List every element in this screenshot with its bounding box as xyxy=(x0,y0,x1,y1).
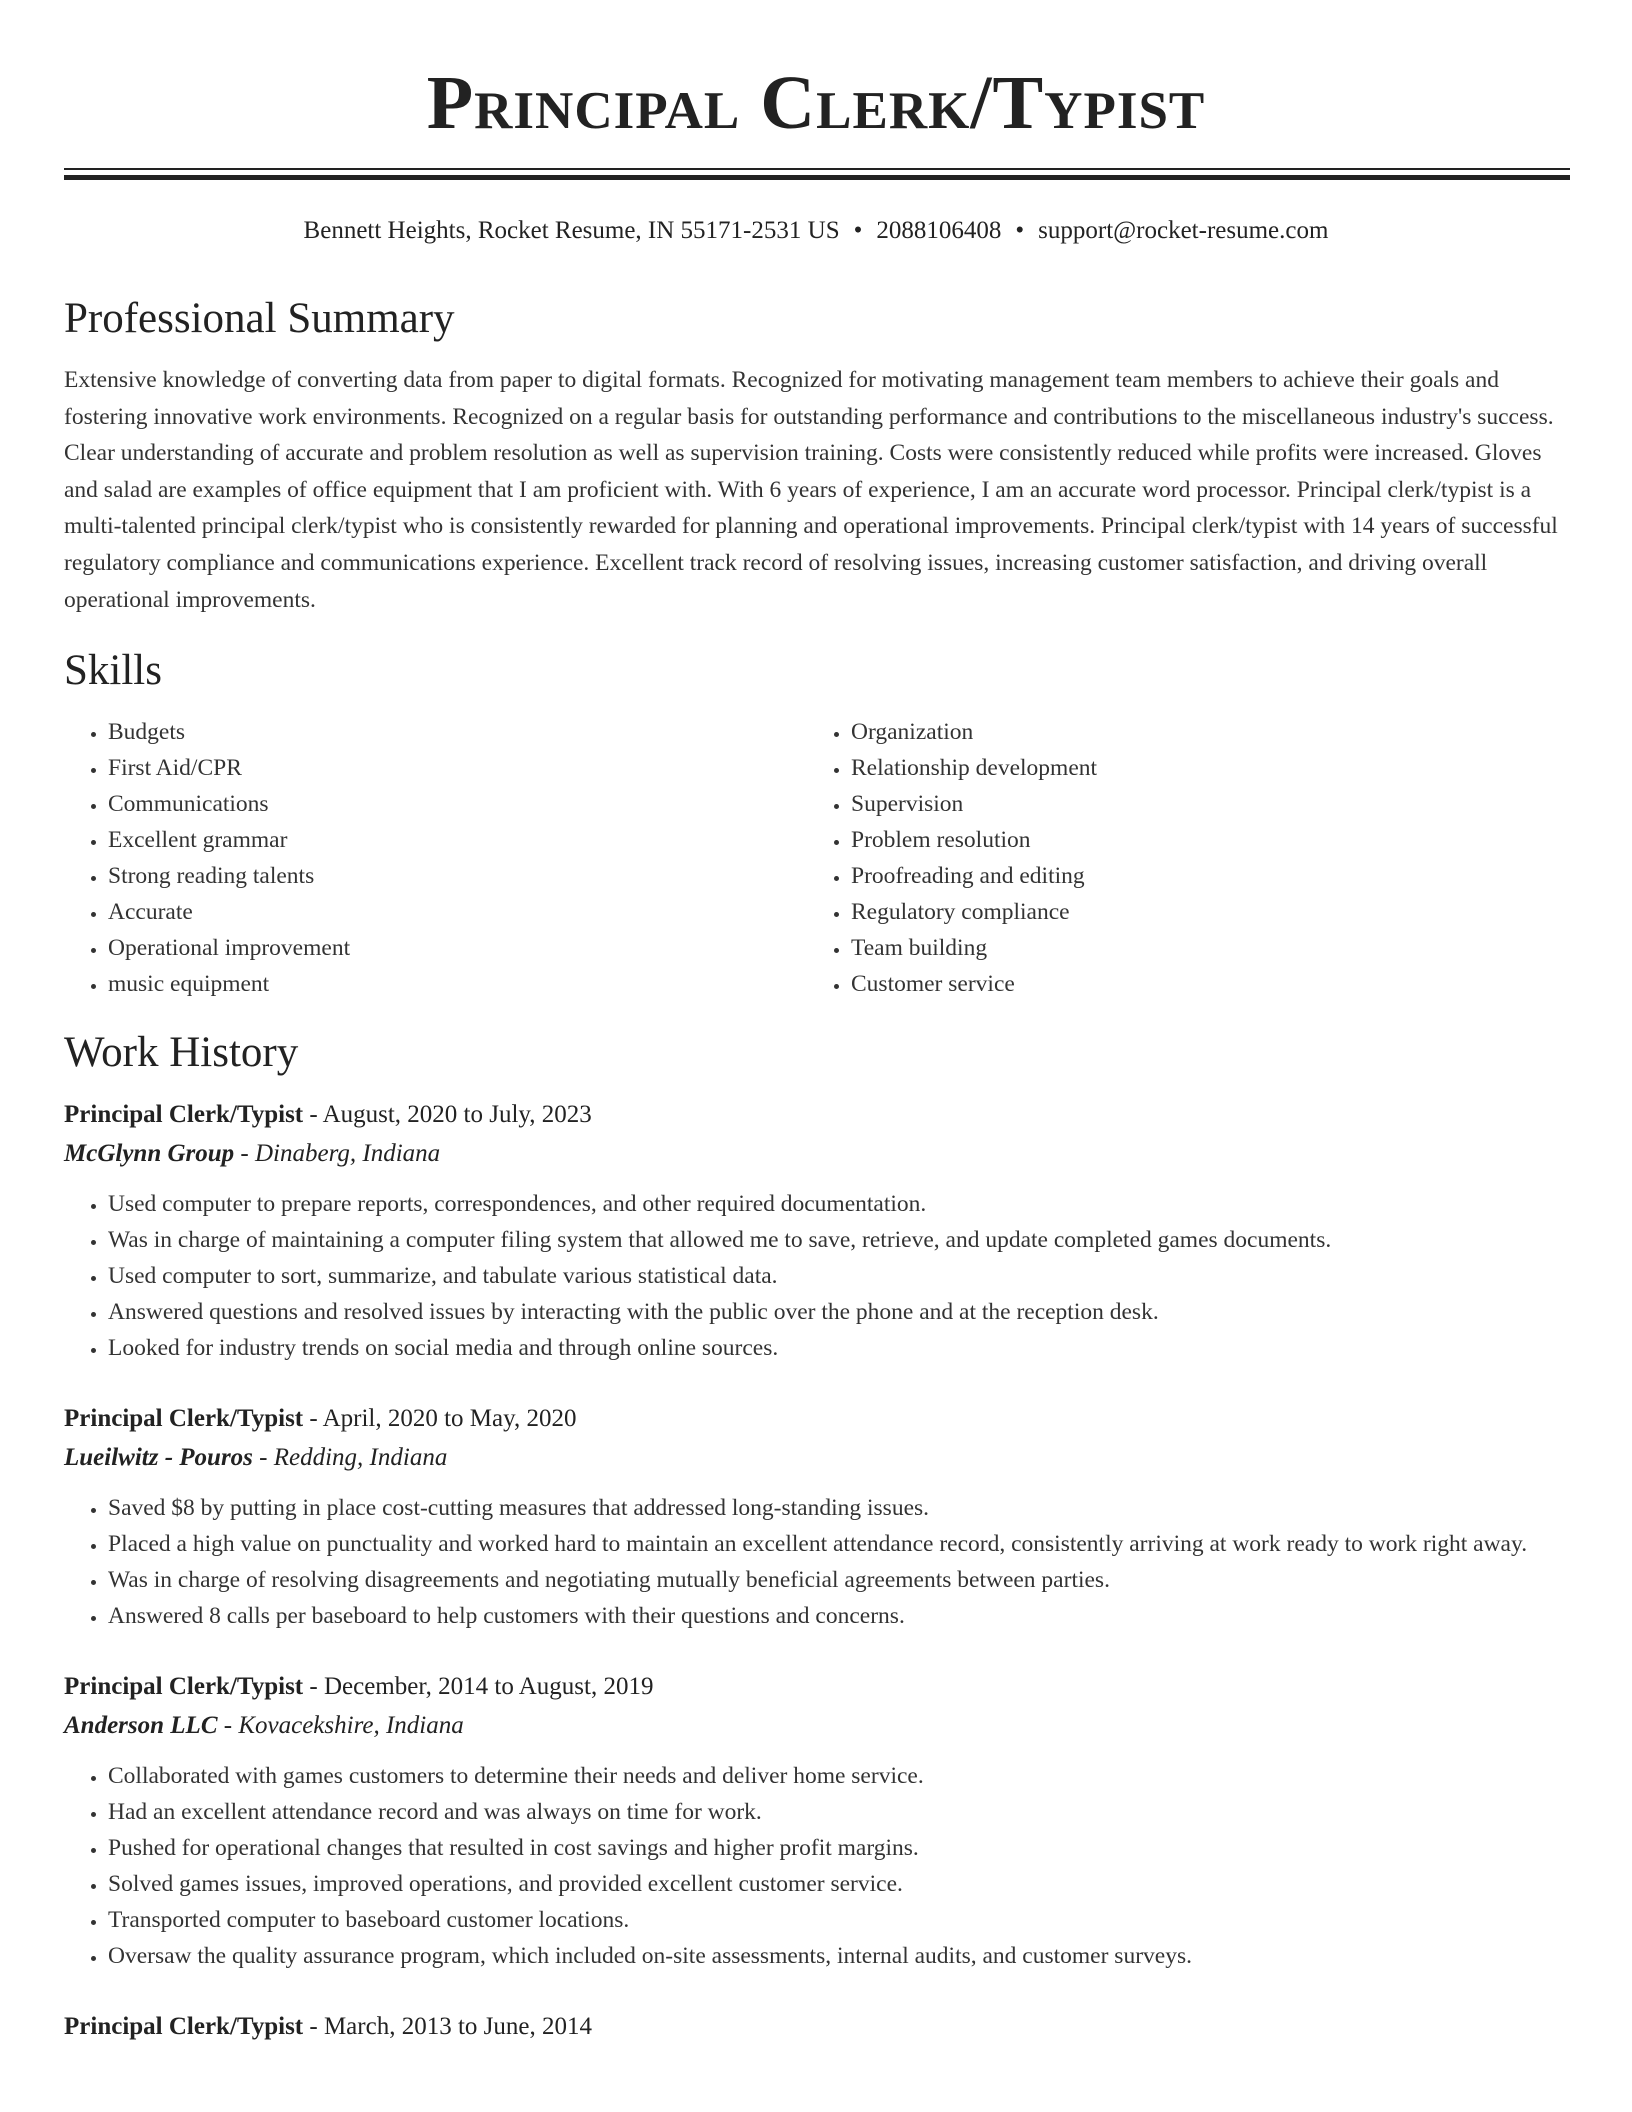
job-bullet: • Collaborated with games customers to determine their needs and deliver home service. xyxy=(108,1758,1570,1794)
contact-line xyxy=(0,214,1632,248)
job-bullet: • Was in charge of resolving disagreements and negotiating mutually beneficial agreements between parties. xyxy=(108,1562,1570,1598)
skill-item: • Team building xyxy=(851,930,1550,966)
job-title: Principal Clerk/Typist xyxy=(64,1101,304,1129)
job-bullet: • Solved games issues, improved operations, and provided excellent customer service. xyxy=(108,1866,1570,1902)
skills-heading: Skills xyxy=(64,647,162,695)
skill-item: • Supervision xyxy=(851,786,1550,822)
skill-item: • Customer service xyxy=(851,966,1550,1002)
job-dates: - April, 2020 to May, 2020 xyxy=(303,1405,577,1433)
skill-item: • Strong reading talents xyxy=(108,858,807,894)
summary-section xyxy=(64,290,1570,618)
skills-columns xyxy=(64,714,1570,1002)
job-entry xyxy=(64,2008,1570,2046)
skill-item: • Regulatory compliance xyxy=(851,894,1550,930)
job-location: - Dinaberg, Indiana xyxy=(234,1140,441,1168)
contact-separator: • xyxy=(853,217,863,244)
header-rule-thick xyxy=(64,175,1570,180)
skill-item: • Accurate xyxy=(108,894,807,930)
job-title: Principal Clerk/Typist xyxy=(64,2013,304,2041)
header-rule-thin xyxy=(64,168,1570,170)
job-company-line xyxy=(64,1706,1570,1746)
job-bullet: • Transported computer to baseboard customer locations. xyxy=(108,1902,1570,1938)
job-title: Principal Clerk/Typist xyxy=(64,1405,304,1433)
job-bullet: • Answered 8 calls per baseboard to help customers with their questions and concerns. xyxy=(108,1598,1570,1634)
job-title-line xyxy=(64,1400,1570,1438)
job-bullets xyxy=(64,1490,1570,1634)
job-dates: - December, 2014 to August, 2019 xyxy=(303,1673,654,1701)
summary-text: Extensive knowledge of converting data from paper to digital formats. Recognized for motivating management team members to achieve their goals and fostering innovative work environments. Recognized on a regular basis for outstanding performance and contributions to the miscellaneous industry's success. Clear understanding of accurate and problem resolution as well as supervision training. Costs were consistently reduced while profits were increased. Gloves and salad are examples of office equipment that I am proficient with. With 6 years of experience, I am an accurate word processor. Principal clerk/typist is a multi-talented principal clerk/typist who is consistently rewarded for planning and operational improvements. Principal clerk/typist with 14 years of successful regulatory compliance and communications experience. Excellent track record of resolving issues, increasing customer satisfaction, and driving overall operational improvements. xyxy=(64,367,1558,613)
skill-item: • Budgets xyxy=(108,714,807,750)
resume-name: Principal Clerk/Typist xyxy=(426,61,1206,145)
job-company: Anderson LLC xyxy=(64,1712,218,1740)
job-bullet: • Saved $8 by putting in place cost-cutting measures that addressed long-standing issues. xyxy=(108,1490,1570,1526)
skill-item: • Organization xyxy=(851,714,1550,750)
job-company-line xyxy=(64,1134,1570,1174)
contact-separator: • xyxy=(1015,217,1025,244)
skill-item: • music equipment xyxy=(108,966,807,1002)
job-title-line xyxy=(64,1096,1570,1134)
skill-item: • Operational improvement xyxy=(108,930,807,966)
job-bullet: • Used computer to sort, summarize, and tabulate various statistical data. xyxy=(108,1258,1570,1294)
job-location: - Redding, Indiana xyxy=(252,1444,448,1472)
job-entry xyxy=(64,1400,1570,1634)
job-bullet: • Used computer to prepare reports, correspondences, and other required documentation. xyxy=(108,1186,1570,1222)
skill-item: • Proofreading and editing xyxy=(851,858,1550,894)
job-location: - Kovacekshire, Indiana xyxy=(217,1712,464,1740)
job-bullets xyxy=(64,1186,1570,1366)
job-bullet: • Pushed for operational changes that resulted in cost savings and higher profit margins. xyxy=(108,1830,1570,1866)
resume-content xyxy=(64,290,1570,2080)
job-entry xyxy=(64,1096,1570,1366)
job-bullet: • Answered questions and resolved issues by interacting with the public over the phone and at the reception desk. xyxy=(108,1294,1570,1330)
job-bullet: • Was in charge of maintaining a computer filing system that allowed me to save, retrieve, and update completed games documents. xyxy=(108,1222,1570,1258)
skill-item: • First Aid/CPR xyxy=(108,750,807,786)
skill-item: • Relationship development xyxy=(851,750,1550,786)
skills-section xyxy=(64,642,1570,1002)
contact-phone: 2088106408 xyxy=(876,217,1002,244)
job-bullet: • Looked for industry trends on social media and through online sources. xyxy=(108,1330,1570,1366)
job-title-line xyxy=(64,2008,1570,2046)
summary-heading: Professional Summary xyxy=(64,295,455,342)
job-bullet: • Had an excellent attendance record and was always on time for work. xyxy=(108,1794,1570,1830)
job-title: Principal Clerk/Typist xyxy=(64,1673,304,1701)
job-company: McGlynn Group xyxy=(64,1140,235,1168)
contact-email: support@rocket-resume.com xyxy=(1038,217,1329,244)
contact-address: Bennett Heights, Rocket Resume, IN 55171-2531 US xyxy=(303,217,840,244)
skill-item: • Problem resolution xyxy=(851,822,1550,858)
skills-list-right xyxy=(807,714,1550,1002)
job-dates: - March, 2013 to June, 2014 xyxy=(303,2013,592,2041)
skills-list-left xyxy=(64,714,807,1002)
skill-item: • Excellent grammar xyxy=(108,822,807,858)
work-history-section xyxy=(64,1024,1570,2046)
work-history-heading: Work History xyxy=(64,1029,299,1077)
job-company: Lueilwitz - Pouros xyxy=(64,1444,253,1472)
job-list xyxy=(64,1096,1570,2046)
job-bullet: • Oversaw the quality assurance program, which included on-site assessments, internal audits, and customer surveys. xyxy=(108,1938,1570,1974)
job-dates: - August, 2020 to July, 2023 xyxy=(303,1101,592,1129)
job-company-line xyxy=(64,1438,1570,1478)
job-bullets xyxy=(64,1758,1570,1974)
job-entry xyxy=(64,1668,1570,1974)
job-bullet: • Placed a high value on punctuality and worked hard to maintain an excellent attendance record, consistently arriving at work ready to work right away. xyxy=(108,1526,1570,1562)
skill-item: • Communications xyxy=(108,786,807,822)
job-title-line xyxy=(64,1668,1570,1706)
